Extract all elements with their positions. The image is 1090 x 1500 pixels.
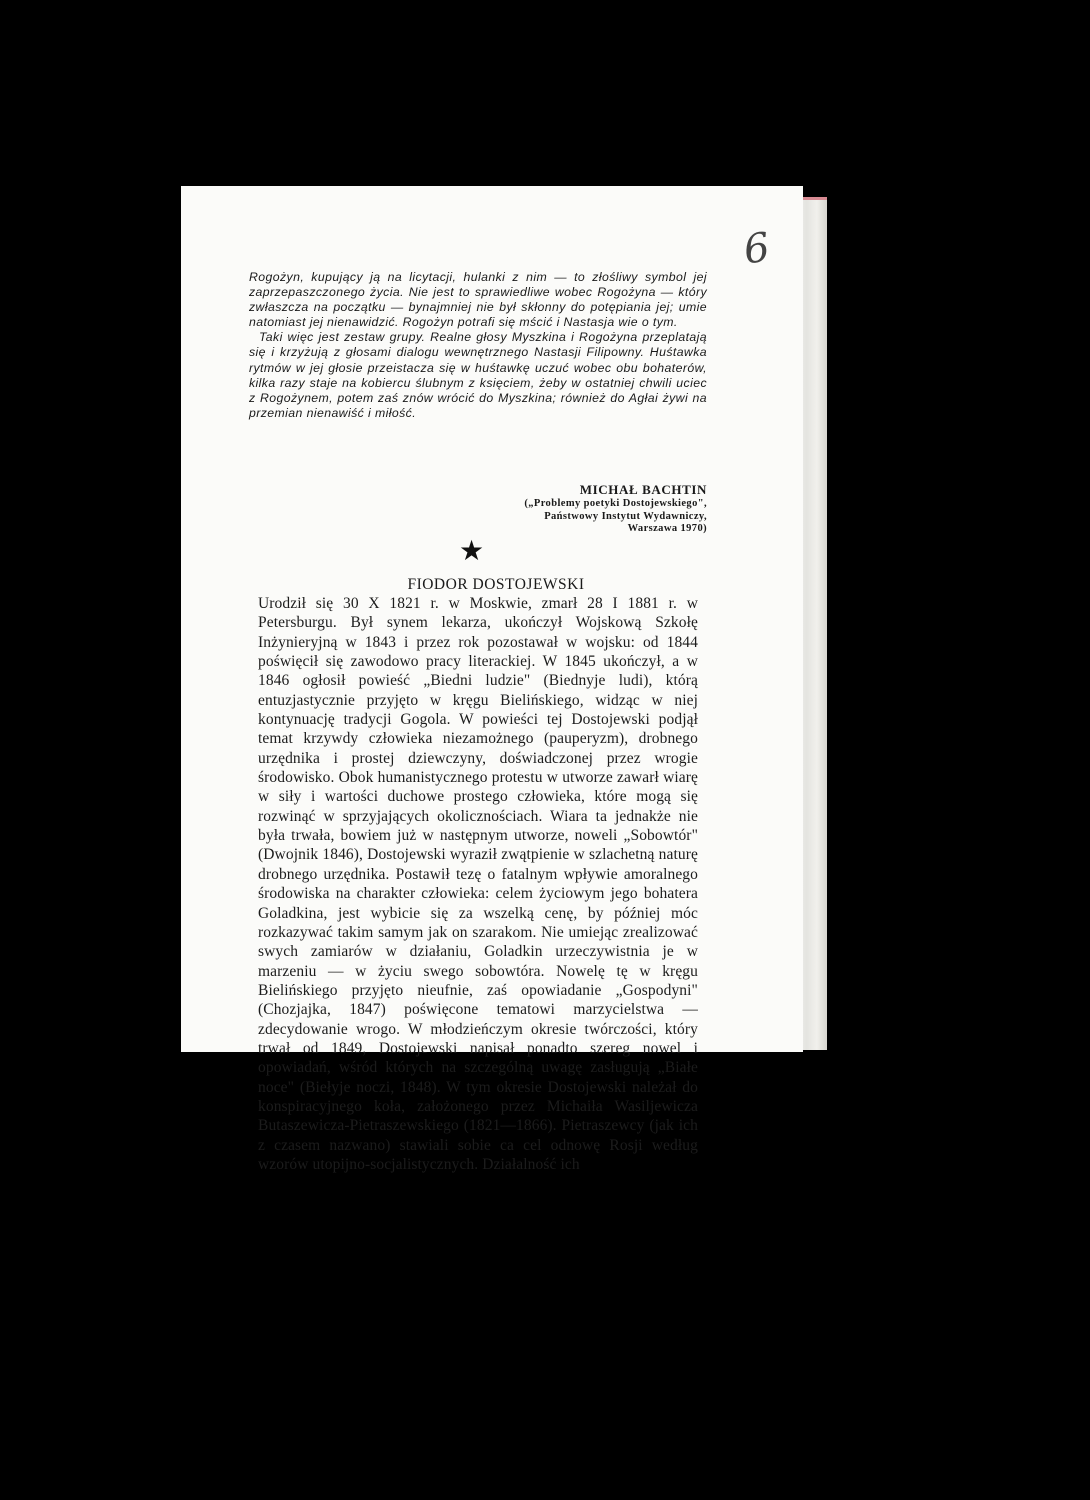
attribution-source: Państwowy Instytut Wydawniczy, [544, 510, 707, 522]
quote-paragraph: Taki więc jest zestaw grupy. Realne głosy Myszkina i Rogożyna przeplatają się i krzyżują z głosami dialogu wewnętrznego Nastasji Filipowny. Huśtawka rytmów w jej głosie przeistacza się w huśtawkę uczuć wobec obu bohaterów, kilka razy staje na kobiercu ślubnym z księciem, żeby w ostatniej chwili uciec z Rogożynem, potem zaś znów wrócić do Myszkina; również do Agłai żywi na przemian nienawiść i miłość. [249, 330, 707, 420]
quote-paragraph: Rogożyn, kupujący ją na licytacji, hulanki z nim — to złośliwy symbol jej zaprzepaszczonego życia. Nie jest to sprawiedliwe wobec Rogożyna — który zwłaszcza na początku — bynajmniej nie był skłonny do potępiania jej; umie natomiast jej nienawidzić. Rogożyn potrafi się mścić i Nastasja wie o tym. [249, 270, 707, 330]
quote-excerpt [249, 270, 707, 421]
attribution-author: MICHAŁ BACHTIN [579, 482, 707, 497]
section-title: FIODOR DOSTOJEWSKI [407, 576, 585, 593]
document-page [181, 186, 803, 1173]
attribution-source: („Problemy poetyki Dostojewskiego", [524, 498, 707, 509]
handwritten-page-number: 6 [740, 224, 773, 274]
attribution-source: Warszawa 1970) [627, 523, 707, 534]
biography-text: Urodził się 30 X 1821 r. w Moskwie, zmarł 28 I 1881 r. w Petersburgu. Był synem lekarza, ukończył Wojskową Szkołę Inżynieryjną w 1843 i przez rok pozostawał w wojsku: od 1844 poświęcił się zawodowo pracy literackiej. W 1845 ukończył, a w 1846 ogłosił powieść „Biedni ludzie" (Biednyje ludi), którą entuzjastycznie przyjęto w kręgu Bielińskiego, widząc w niej kontynuację tradycji Gogola. W powieści tej Dostojewski podjął temat krzywdy człowieka niezamożnego (pauperyzm), drobnego urzędnika i prostej dziewczyny, doświadczonej przez wrogie środowisko. Obok humanistycznego protestu w utworze zawarł wiarę w siły i wartości duchowe prostego człowieka, które mogą się rozwinąć w sprzyjających okolicznościach. Wiara ta jednakże nie była trwała, bowiem już w następnym utworze, noweli „Sobowtór" (Dwojnik 1846), Dostojewski wyraził zwątpienie w szlachetną naturę drobnego urzędnika. Postawił tezę o fatalnym wpływie amoralnego środowiska na charakter człowieka: celem życiowym jego bohatera Goladkina, jest wybicie się za wszelką cenę, by później móc rozkazywać takim samym jak on szarakom. Nie umiejąc zrealizować swych zamiarów w działaniu, Goladkin urzeczywistnia je w marzeniu — w życiu swego sobowtóra. Nowelę tę w kręgu Bielińskiego przyjęto nieufnie, zaś opowiadanie „Gospodyni" (Chozjajka, 1847) poświęcone tematowi marzycielstwa — zdecydowanie wrogo. W młodzieńczym okresie twórczości, który trwał od 1849, Dostojewski napisał ponadto szereg nowel i opowiadań, wśród których na szczególną uwagę zasługują „Białe noce" (Biełyje noczi, 1848). W tym okresie Dostojewski należał do konspiracyjnego koła, założonego przez Michaiła Wasiljewicza Butaszewicza-Pietraszewskiego (1821—1866). Pietraszewcy (jak ich z czasem nazwano) stawiali sobie ca cel odnowę Rosji według wzorów utopijno-socjalistycznych. Działalność ich [258, 595, 698, 1173]
attribution [524, 482, 707, 536]
star-separator-icon: ★ [459, 534, 485, 567]
